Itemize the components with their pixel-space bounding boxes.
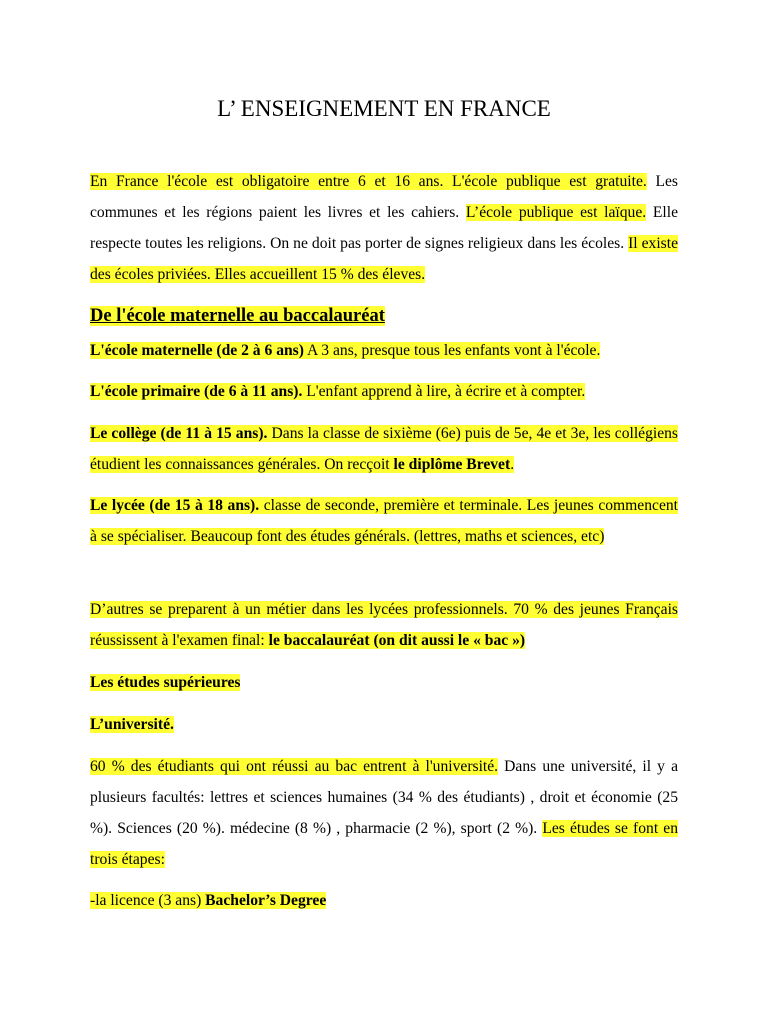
college-label: Le collège (de 11 à 15 ans). <box>90 425 268 442</box>
universite-sentence-1: 60 % des étudiants qui ont réussi au bac entrent à l'université. <box>90 758 499 775</box>
college-paragraph <box>90 418 678 480</box>
section-heading <box>90 302 385 330</box>
primaire-paragraph <box>90 376 678 407</box>
universite-sentence-2: Dans une université, il y a plusieurs facultés: lettres et sciences humaines (34 % des étudiants) , droit et économie (25 %). Sciences (20 %). médecine (8 %) , pharmacie (2 %), sport (2 %). <box>90 758 678 837</box>
lycee-label: Le lycée (de 15 à 18 ans). <box>90 497 260 514</box>
primaire-text: L'enfant apprend à lire, à écrire et à compter. <box>302 383 586 400</box>
intro-sentence-3: L’école publique est laïque. <box>465 204 647 221</box>
pro-paragraph <box>90 594 678 656</box>
maternelle-paragraph <box>90 335 678 366</box>
intro-sentence-2: Les communes et les régions paient les livres et les cahiers. <box>90 173 678 221</box>
maternelle-label: L'école maternelle (de 2 à 6 ans) <box>90 342 304 359</box>
college-block <box>90 425 678 473</box>
intro-sentence-1: En France l'école est obligatoire entre 6 et 16 ans. L'école publique est gratuite. <box>90 173 647 190</box>
intro-sentence-5: Il existe des écoles priviées. Elles accueillent 15 % des éleves. <box>90 235 678 283</box>
licence-paragraph <box>90 885 678 916</box>
licence-text: -la licence (3 ans) <box>90 892 206 909</box>
intro-paragraph <box>90 166 678 290</box>
lycee-paragraph <box>90 490 678 552</box>
superieures-text: Les études supérieures <box>90 674 241 691</box>
pro-bac: le baccalauréat <box>268 632 370 649</box>
lycee-text: classe de seconde, première et terminale. Les jeunes commencent à se spécialiser. Beaucoup font des études générals. (lettres, maths et sciences, etc) <box>90 497 678 545</box>
licence-degree: Bachelor’s Degree <box>205 892 327 909</box>
universite-heading <box>90 709 678 740</box>
superieures-heading <box>90 667 678 698</box>
lycee-block <box>90 497 678 545</box>
primaire-block <box>90 383 585 400</box>
college-text: Dans la classe de sixième (6e) puis de 5e, 4e et 3e, les collégiens étudient les connaissances générales. On recçoit <box>90 425 678 473</box>
primaire-label: L'école primaire (de 6 à 11 ans). <box>90 383 303 400</box>
intro-sentence-4: Elle respecte toutes les religions. On ne doit pas porter de signes religieux dans les écoles. <box>90 204 678 252</box>
universite-paragraph <box>90 751 678 875</box>
section-heading-text: De l'école maternelle au baccalauréat <box>90 306 385 326</box>
universite-heading-text: L’université. <box>90 716 174 733</box>
maternelle-text: A 3 ans, presque tous les enfants vont à l'école. <box>303 342 601 359</box>
page-title: L’ ENSEIGNEMENT EN FRANCE <box>217 96 551 121</box>
maternelle-block <box>90 342 600 359</box>
licence-block <box>90 892 326 909</box>
pro-block <box>90 601 678 649</box>
pro-text: D’autres se preparent à un métier dans les lycées professionnels. 70 % des jeunes Français réussissent à l'examen final: <box>90 601 678 649</box>
college-end: . <box>510 456 515 473</box>
college-diploma: le diplôme Brevet <box>393 456 511 473</box>
universite-sentence-3: Les études se font en trois étapes: <box>90 820 679 868</box>
pro-aside: (on dit aussi le « bac ») <box>373 632 526 649</box>
